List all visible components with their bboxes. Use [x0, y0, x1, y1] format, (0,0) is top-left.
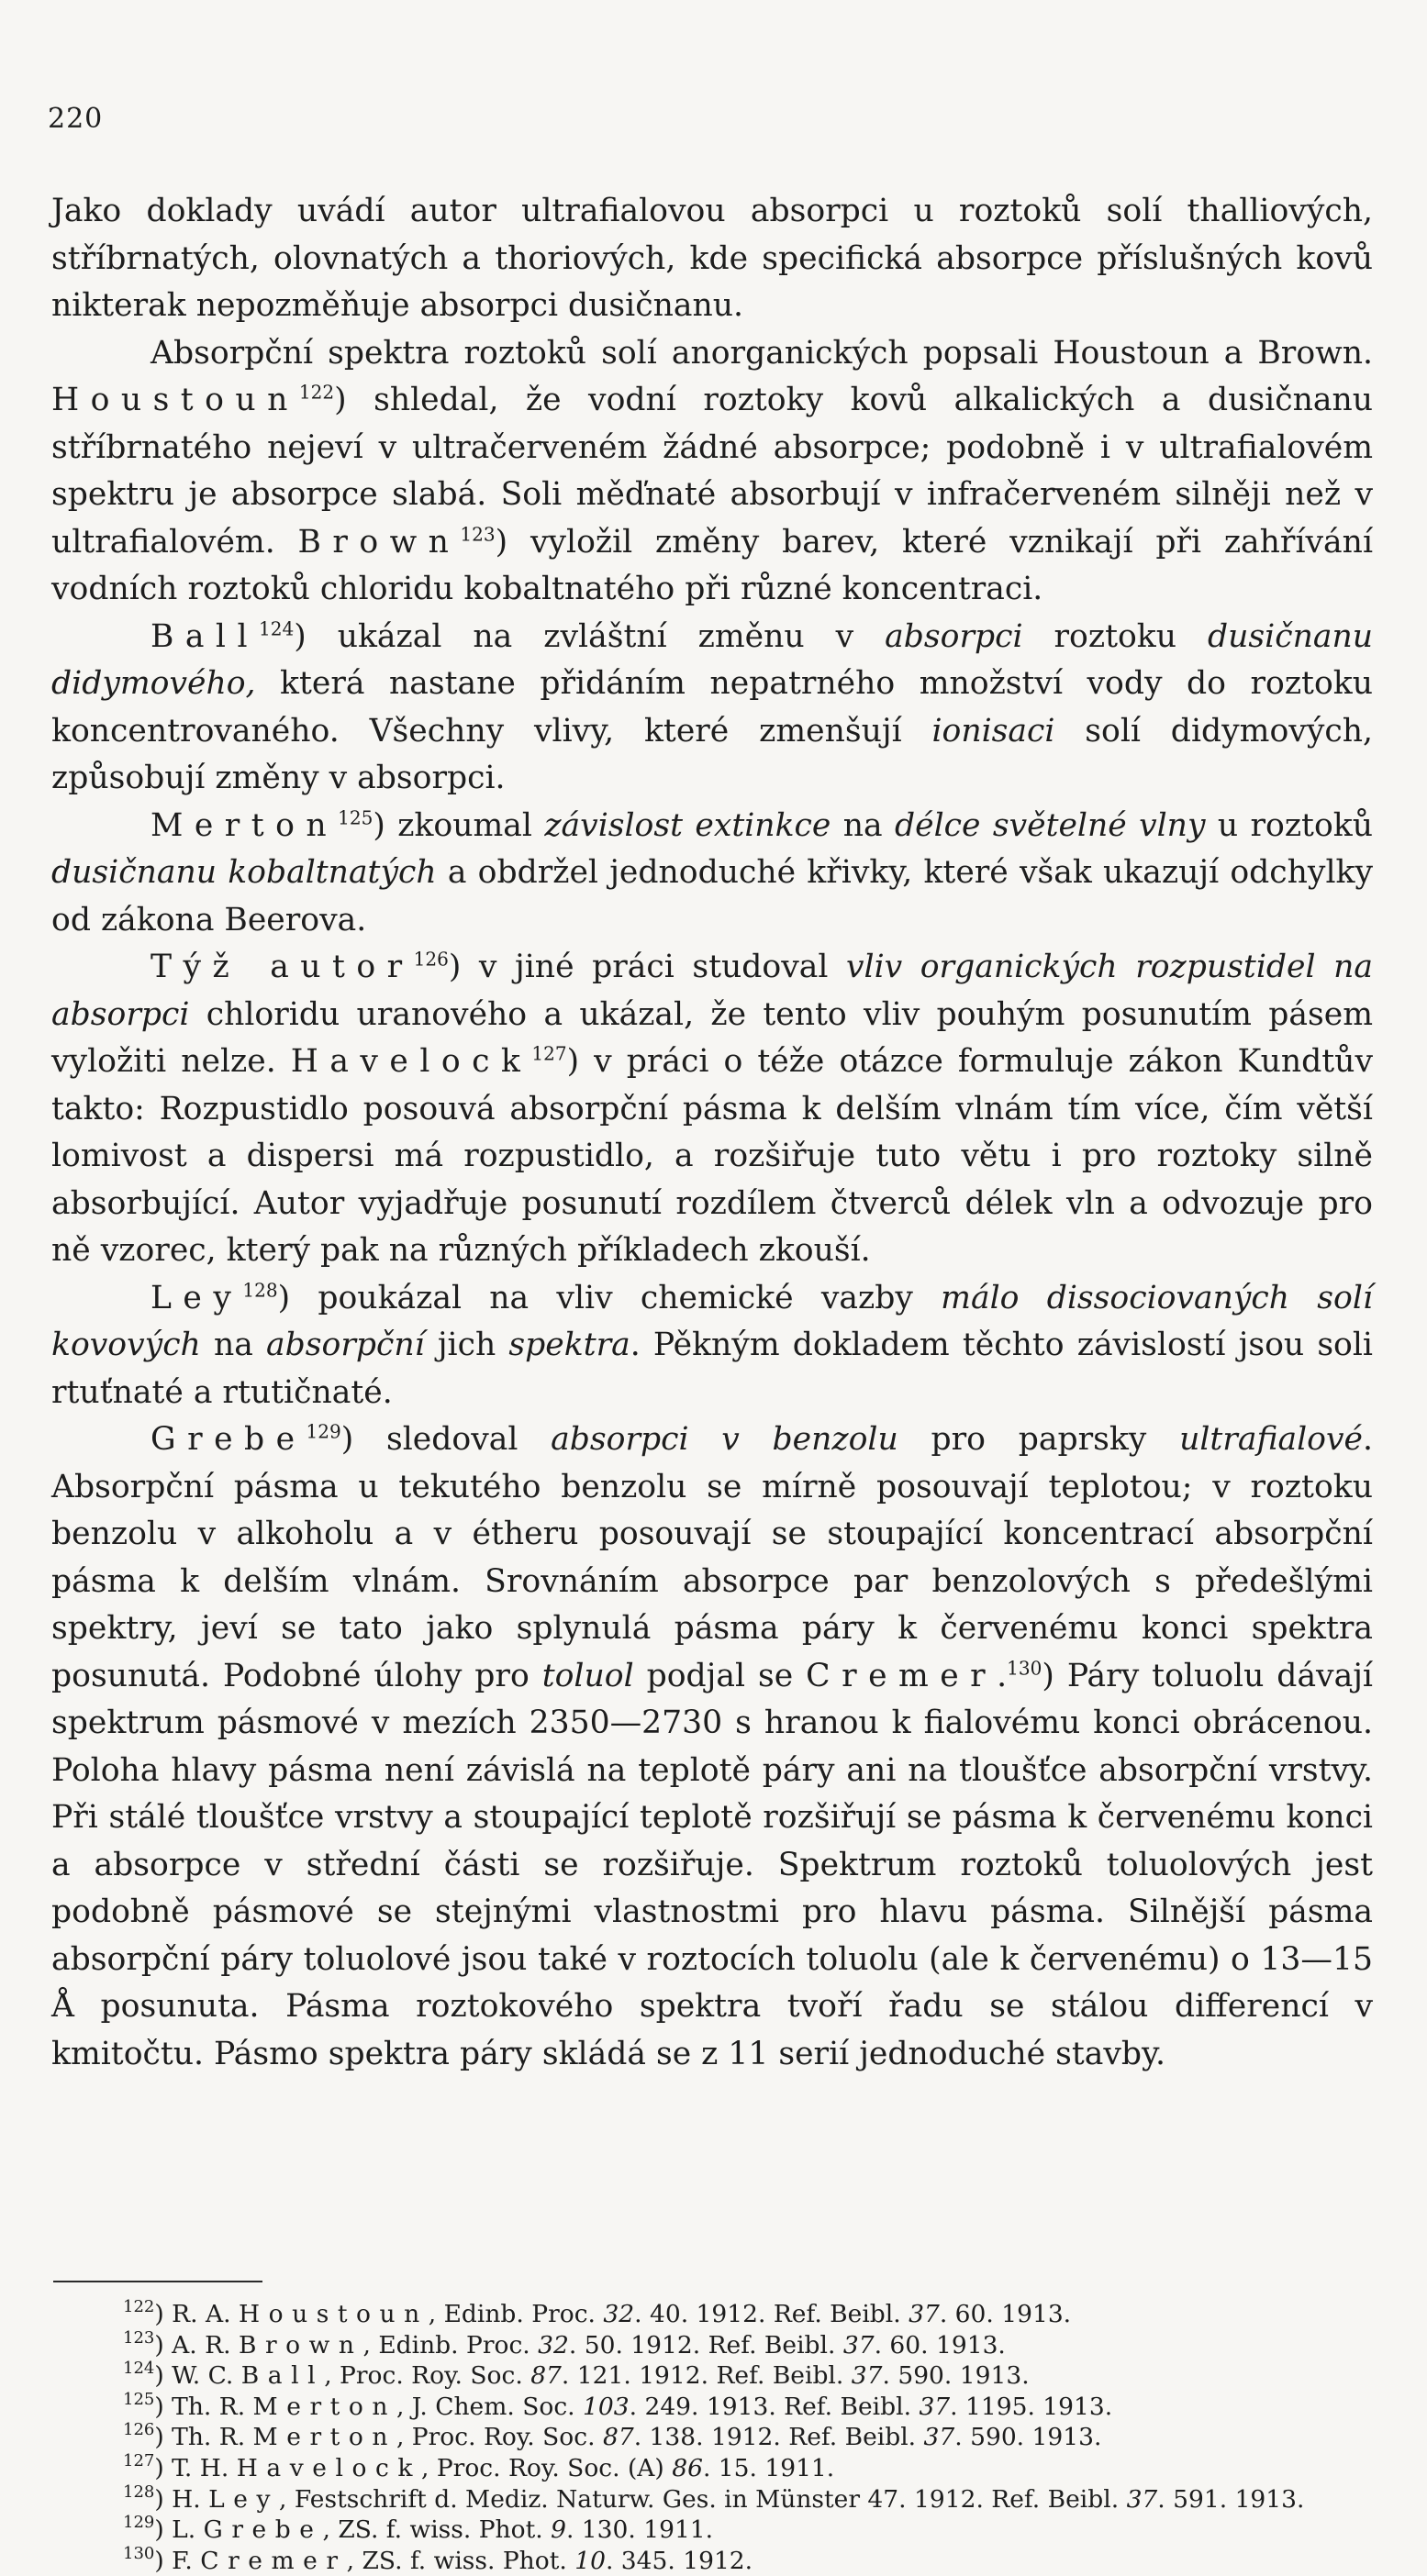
emphasis: 9	[551, 2515, 566, 2545]
text-run: . 590. 1913.	[882, 2361, 1030, 2391]
emphasis: 37	[1126, 2484, 1158, 2514]
emphasis: dusičnanu didymového,	[51, 617, 1373, 702]
emphasis: 37	[851, 2361, 883, 2391]
body-text	[51, 188, 1373, 2078]
footnote	[53, 2360, 1375, 2392]
paragraph	[51, 330, 1373, 614]
footnote	[53, 2512, 1375, 2546]
text-run: ) W. C.	[154, 2361, 241, 2391]
emphasis: závislost extinkce	[544, 806, 831, 844]
text-run: ) zkoumal	[373, 806, 545, 844]
emphasis: 32	[603, 2300, 635, 2328]
paragraph	[51, 1416, 1373, 2078]
emphasis: 37	[923, 2423, 955, 2452]
paragraph	[51, 614, 1373, 803]
emphasis: 87	[602, 2423, 634, 2452]
emphasis: absorpční	[266, 1327, 425, 1363]
footnote-ref: 127	[531, 1042, 567, 1065]
emphasis: ionisaci	[931, 712, 1055, 749]
author-name: Cremer	[806, 1657, 998, 1694]
footnote	[53, 2450, 1375, 2484]
footnote	[53, 2389, 1375, 2423]
footnote-ref: 124	[123, 2359, 155, 2379]
footnote-ref: 126	[413, 948, 449, 971]
emphasis: absorpci	[885, 617, 1023, 655]
author-name: Houstoun	[238, 2300, 429, 2328]
text-run: ) T. H.	[154, 2453, 237, 2482]
text-run: . 60. 1913.	[874, 2330, 1006, 2359]
author-name: Havelock	[290, 1043, 532, 1080]
author-name: Merton	[151, 806, 339, 844]
footnote-separator	[53, 2281, 262, 2282]
text-run: , Festschrift d. Mediz. Naturw. Ges. in Münster 47. 1912. Ref. Beibl.	[279, 2484, 1127, 2514]
text-run: . 50. 1912. Ref. Beibl.	[568, 2330, 843, 2359]
text-run: , Proc. Roy. Soc.	[324, 2361, 531, 2391]
text-run: . 591. 1913.	[1157, 2484, 1305, 2514]
footnote	[53, 2422, 1375, 2453]
text-run: ) vyložil změny barev, které vznikají při zahřívání vodních roztoků chloridu kobaltnatého při různé koncentraci.	[51, 523, 1373, 607]
emphasis: 37	[909, 2300, 940, 2328]
text-run: pro paprsky	[897, 1421, 1180, 1458]
text-run: . 15. 1911.	[702, 2453, 835, 2482]
text-run: jich	[424, 1327, 509, 1363]
text-run: solí didymových, způsobují změny v absorpci.	[51, 712, 1373, 796]
author-name: Cremer	[200, 2546, 347, 2575]
author-name: Houstoun	[51, 382, 299, 418]
text-run: ) H.	[154, 2484, 209, 2514]
text-run: , Edinb. Proc.	[428, 2300, 604, 2328]
text-run: ) Th. R.	[154, 2392, 253, 2421]
footnote	[53, 2543, 1375, 2576]
text-run: ) sledoval	[340, 1421, 552, 1458]
text-run: . 345. 1912.	[605, 2546, 753, 2575]
text-run: , Proc. Roy. Soc. (A)	[420, 2453, 673, 2482]
text-run: . Pěkným dokladem těchto závislostí jsou soli rtuťnaté a rtutičnaté.	[51, 1327, 1373, 1411]
emphasis: délce světelné vlny	[894, 806, 1206, 844]
footnote-ref: 122	[123, 2296, 155, 2316]
emphasis: 37	[919, 2392, 951, 2421]
author-name: Ley	[151, 1279, 243, 1316]
author-name: Merton	[252, 2392, 396, 2421]
emphasis: 32	[538, 2330, 569, 2359]
footnote-ref: 126	[123, 2420, 155, 2440]
text-run: , Edinb. Proc.	[362, 2330, 539, 2359]
paragraph	[51, 188, 1373, 330]
text-run: ) v práci o téže otázce formuluje zákon Kundtův takto: Rozpustidlo posouvá absorpční pásma k delším vlnám tím více, čím větší lomivost a dispersi má rozpustidlo, a rozšiřuje tuto větu i pro roztoky silně absorbující. Autor vyjadřuje posunutí rozdílem čtverců délek vln a odvozuje pro ně vzorec, který pak na různých příkladech zkouší.	[51, 1043, 1373, 1269]
text-run: roztoku	[1022, 617, 1208, 655]
author-name: Ball	[151, 617, 259, 655]
emphasis: 10	[574, 2546, 606, 2575]
text-run: . 121. 1912. Ref. Beibl.	[561, 2361, 852, 2391]
text-run: . 130. 1911.	[565, 2515, 714, 2545]
text-run: ) poukázal na vliv chemické vazby	[277, 1279, 942, 1316]
page-number: 220	[48, 103, 104, 135]
footnote-ref: 130	[123, 2543, 155, 2563]
footnote-ref: 128	[123, 2482, 155, 2502]
text-run: . 60. 1913.	[939, 2300, 1072, 2328]
footnote-ref: 129	[306, 1420, 341, 1443]
footnote-ref: 130	[1007, 1657, 1042, 1680]
text-run: ) v jiné práci studoval	[448, 949, 846, 985]
author-name: Merton	[252, 2423, 396, 2452]
text-run: Absorpční spektra roztoků solí anorganických popsali Houstoun a Brown.	[151, 334, 1373, 372]
text-run: ) L.	[154, 2515, 204, 2545]
text-run: chloridu uranového a ukázal, že tento vliv pouhým posunutím pásem vyložiti nelze.	[51, 995, 1373, 1080]
text-run: která nastane přidáním nepatrného množství vody do roztoku koncentrovaného. Všechny vlivy, které zmenšují	[51, 665, 1373, 749]
paragraph	[51, 944, 1373, 1275]
emphasis: 103	[583, 2392, 630, 2421]
footnote-ref: 122	[298, 381, 335, 404]
paragraph	[51, 1275, 1373, 1417]
emphasis: ultrafialové	[1179, 1421, 1363, 1458]
emphasis: vliv organických rozpustidel na absorpci	[51, 949, 1373, 1033]
author-name: Brown	[297, 523, 461, 561]
footnote	[53, 2484, 1375, 2515]
text-run: . 249. 1913. Ref. Beibl.	[629, 2392, 920, 2421]
author-name: Grebe	[151, 1421, 307, 1458]
text-run: ) R. A.	[154, 2300, 239, 2328]
footnote-ref: 123	[123, 2327, 155, 2348]
footnote-ref: 125	[123, 2389, 155, 2409]
author-name: Týž autor	[151, 949, 414, 985]
footnote-ref: 124	[258, 617, 295, 640]
text-run: , ZS. f. wiss. Phot.	[346, 2546, 575, 2575]
text-run: ) ukázal na zvláštní změnu v	[294, 617, 886, 655]
text-run: ) A. R.	[154, 2330, 239, 2359]
emphasis: 86	[672, 2453, 703, 2482]
text-run: ) F.	[154, 2546, 201, 2575]
text-run: .	[997, 1657, 1008, 1694]
author-name: Brown	[238, 2330, 363, 2359]
text-run: podjal se	[633, 1657, 807, 1694]
footnote-ref: 128	[242, 1279, 278, 1302]
text-run: Jako doklady uvádí autor ultrafialovou absorpci u roztoků solí thalliových, stříbrnatých, olovnatých a thoriových, kde specifická absorpce příslušných kovů nikterak nepozměňuje absorpci dusičnanu.	[51, 193, 1373, 324]
text-run: , J. Chem. Soc.	[396, 2392, 584, 2421]
text-run: . 590. 1913.	[954, 2423, 1102, 2452]
footnote-ref: 125	[338, 806, 373, 829]
text-run: ) shledal, že vodní roztoky kovů alkalických a dusičnanu stříbrnatého nejeví v ultračerveném žádné absorpce; podobně i v ultrafialovém spektru je absorpce slabá. Soli měďnaté absorbují v infračerveném silněji než v ultrafialovém.	[51, 382, 1373, 561]
emphasis: absorpci v benzolu	[551, 1421, 898, 1458]
text-run: . 40. 1912. Ref. Beibl.	[634, 2300, 909, 2328]
author-name: Ley	[208, 2484, 279, 2514]
emphasis: 37	[842, 2330, 875, 2359]
author-name: Grebe	[203, 2515, 323, 2545]
footnotes	[53, 2296, 1375, 2576]
text-run: . 138. 1912. Ref. Beibl.	[633, 2423, 924, 2452]
author-name: Ball	[240, 2361, 325, 2391]
text-run: ) Páry toluolu dávají spektrum pásmové v mezích 2350—2730 s hranou k fialovému konci obrácenou. Poloha hlavy pásma není závislá na teplotě páry ani na tloušťce absorpční vrstvy. Při stálé tloušťce vrstvy a stoupající teplotě rozšiřují se pásma k červenému konci a absorpce v střední části se rozšiřuje. Spektrum roztoků toluolových jest podobně pásmové se stejnými vlastnostmi pro hlavu pásma. Silnější pásma absorpční páry toluolové jsou také v roztocích toluolu (ale k červenému) o 13—15 Å posunuta. Pásma roztokového spektra tvoří řadu se stálou differencí v kmitočtu. Pásmo spektra páry skládá se z 11 serií jednoduché stavby.	[51, 1657, 1373, 2072]
author-name: Havelock	[236, 2453, 421, 2482]
text-run: , Proc. Roy. Soc.	[396, 2423, 603, 2452]
text-run: ) Th. R.	[154, 2423, 253, 2452]
footnote	[53, 2296, 1375, 2330]
text-run: . Absorpční pásma u tekutého benzolu se mírně posouvají teplotou; v roztoku benzolu v alkoholu a v étheru posouvají se stoupající koncentrací absorpční pásma k delším vlnám. Srovnáním absorpce par benzolových s předešlými spektry, jeví se tato jako splynulá pásma páry k červenému konci spektra posunutá. Podobné úlohy pro	[51, 1421, 1373, 1694]
text-run: u roztoků	[1205, 806, 1373, 844]
text-run: . 1195. 1913.	[950, 2392, 1113, 2421]
footnote	[53, 2327, 1375, 2361]
text-run: na	[831, 806, 895, 844]
emphasis: dusičnanu kobaltnatých	[51, 854, 437, 891]
emphasis: spektra	[508, 1327, 630, 1363]
text-run: a obdržel jednoduché křivky, které však ukazují odchylky od zákona Beerova.	[51, 854, 1373, 938]
emphasis: 87	[530, 2361, 562, 2391]
footnote-ref: 123	[460, 523, 496, 546]
paragraph	[51, 803, 1373, 945]
emphasis: málo dissociovaných solí kovových	[51, 1279, 1373, 1363]
emphasis: toluol	[541, 1657, 634, 1694]
footnote-ref: 129	[123, 2512, 155, 2532]
text-run: na	[200, 1327, 267, 1363]
text-run: , ZS. f. wiss. Phot.	[322, 2515, 552, 2545]
footnote-ref: 127	[123, 2450, 155, 2471]
